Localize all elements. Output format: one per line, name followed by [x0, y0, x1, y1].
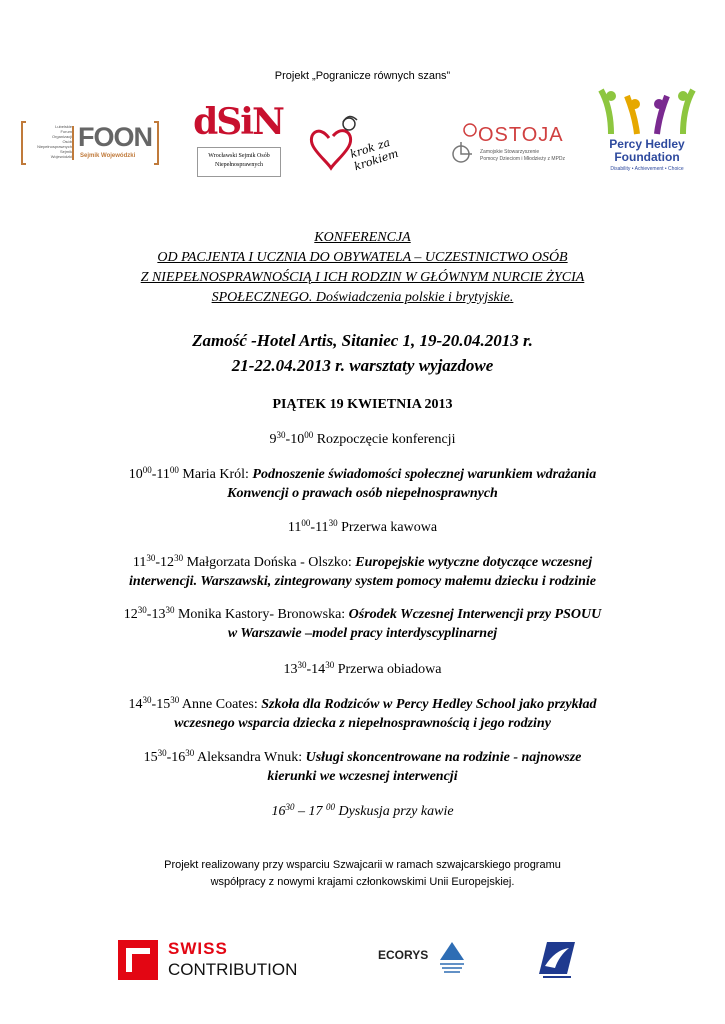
ostoja-word: OSTOJA	[478, 124, 564, 146]
conference-line-1: KONFERENCJA	[314, 230, 411, 245]
eagle-emblem-logo	[537, 940, 577, 980]
ecorys-word: ECORYS	[378, 948, 429, 962]
dsil-line1: Wrocławski Sejmik Osób	[208, 153, 270, 159]
venue-line-1: Zamość -Hotel Artis, Sitaniec 1, 19-20.04.2013 r.	[192, 331, 533, 350]
talk-title: Europejskie wytyczne dotyczące wczesnej	[355, 555, 593, 570]
talk-title: w Warszawie –model pracy interdyscyplinarnej	[227, 626, 498, 641]
schedule-item: $12^{30}-13^{30}$ Monika Kastory- Bronowska: Ośrodek Wczesnej Interwencji przy PSOUU w Warszawie –model pracy interdyscyplinarnej	[123, 605, 602, 641]
foon-small-6: Sejmik	[59, 149, 72, 154]
swiss-contribution-logo	[118, 940, 308, 982]
dsil-word: dSiN	[193, 101, 283, 143]
foon-small-7: Wojewódzki	[50, 154, 72, 159]
talk-title: kierunki we wczesnej interwencji	[267, 769, 458, 784]
conference-line-2: OD PACJENTA I UCZNIA DO OBYWATELA – UCZESTNICTWO OSÓB	[157, 250, 568, 265]
talk-title: Ośrodek Wczesnej Interwencji przy PSOUU	[348, 607, 602, 622]
venue	[0, 328, 725, 378]
percy-hedley-logo	[597, 88, 697, 180]
dsil-logo	[193, 101, 283, 177]
footer-text	[0, 857, 725, 891]
percy-tagline: Disability • Achievement • Choice	[610, 166, 684, 172]
krok-za-krokiem-logo	[305, 110, 415, 180]
footer-line-2: współpracy z nowymi krajami członkowskimi Unii Europejskiej.	[210, 876, 515, 888]
project-title: Projekt „Pogranicze równych szans”	[274, 70, 451, 82]
dsil-line2: Niepełnosprawnych	[215, 162, 263, 168]
ostoja-line1: Zamojskie Stowarzyszenie	[480, 149, 540, 155]
foon-word: FOON	[78, 122, 152, 152]
talk-title: Szkoła dla Rodziców w Percy Hedley School jako przykład	[261, 697, 597, 712]
talk-title: wczesnego wsparcia dziecka z niepełnosprawnością i jego rodziny	[174, 716, 551, 731]
day-heading: PIĄTEK 19 KWIETNIA 2013	[272, 397, 453, 412]
foon-subtitle: Sejmik Wojewódzki	[80, 153, 136, 159]
conference-title	[0, 228, 725, 308]
foon-small-3: Organizacji	[51, 134, 72, 139]
ostoja-line2: Pomocy Dzieciom i Młodzieży z MPDz	[480, 156, 566, 162]
schedule-item: $11^{00}-11^{30}$ Przerwa kawowa	[287, 518, 438, 535]
talk-title: Podnoszenie świadomości społecznej warunkiem wdrażania	[252, 467, 597, 482]
swiss-line1: SWISS	[168, 939, 228, 958]
talk-title: Usługi skoncentrowane na rodzinie - najnowsze	[305, 750, 582, 765]
footer-line-1: Projekt realizowany przy wsparciu Szwajcarii w ramach szwajcarskiego programu	[164, 859, 561, 871]
talk-title: interwencji. Warszawski, zintegrowany system pomocy małemu dziecku i rodzinie	[129, 574, 596, 589]
schedule-item: $9^{30}-10^{00}$ Rozpoczęcie konferencji	[269, 430, 456, 447]
schedule-item: $15^{30}-16^{30}$ Aleksandra Wnuk: Usługi skoncentrowane na rodzinie - najnowsze kierunki we wczesnej interwencji	[143, 748, 582, 784]
ostoja-logo	[450, 122, 575, 168]
krok-text: krok za krokiem	[348, 135, 401, 174]
schedule-item: $13^{30}-14^{30}$ Przerwa obiadowa	[283, 660, 442, 677]
closing-item: $16^{30} - 17$ $^{00}$ Dyskusja przy kawie	[271, 802, 454, 819]
venue-line-2: 21-22.04.2013 r. warsztaty wyjazdowe	[231, 356, 494, 375]
percy-line2: Foundation	[614, 150, 680, 164]
swiss-line2: CONTRIBUTION	[168, 960, 298, 979]
schedule-item: $14^{30}-15^{30}$ Anne Coates: Szkoła dla Rodziców w Percy Hedley School jako przykład wczesnego wsparcia dziecka z niepełnosprawnością i jego rodziny	[128, 695, 597, 731]
foon-small-5: Niepełnosprawnych	[37, 144, 72, 149]
foon-small-1: Lubelskie	[55, 124, 72, 129]
ecorys-logo	[378, 940, 468, 980]
percy-line1: Percy Hedley	[609, 137, 685, 151]
foon-small-2: Forum	[60, 129, 72, 134]
conference-line-4: SPOŁECZNEGO. Doświadczenia polskie i brytyjskie.	[211, 290, 514, 305]
talk-title: Konwencji o prawach osób niepełnosprawnych	[227, 486, 498, 501]
conference-line-3: Z NIEPEŁNOSPRAWNOŚCIĄ I ICH RODZIN W GŁÓWNYM NURCIE ŻYCIA	[140, 270, 585, 285]
schedule-item: $10^{00}-11^{00}$ Maria Król: Podnoszenie świadomości społecznej warunkiem wdrażania Konwencji o prawach osób niepełnosprawnych	[128, 465, 597, 501]
schedule-item: $11^{30}-12^{30}$ Małgorzata Dońska - Olszko: Europejskie wytyczne dotyczące wczesnej interwencji. Warszawski, zintegrowany system pomocy małemu dziecku i rodzinie	[129, 553, 596, 589]
foon-logo	[20, 120, 160, 166]
foon-small-4: Osób	[62, 139, 72, 144]
